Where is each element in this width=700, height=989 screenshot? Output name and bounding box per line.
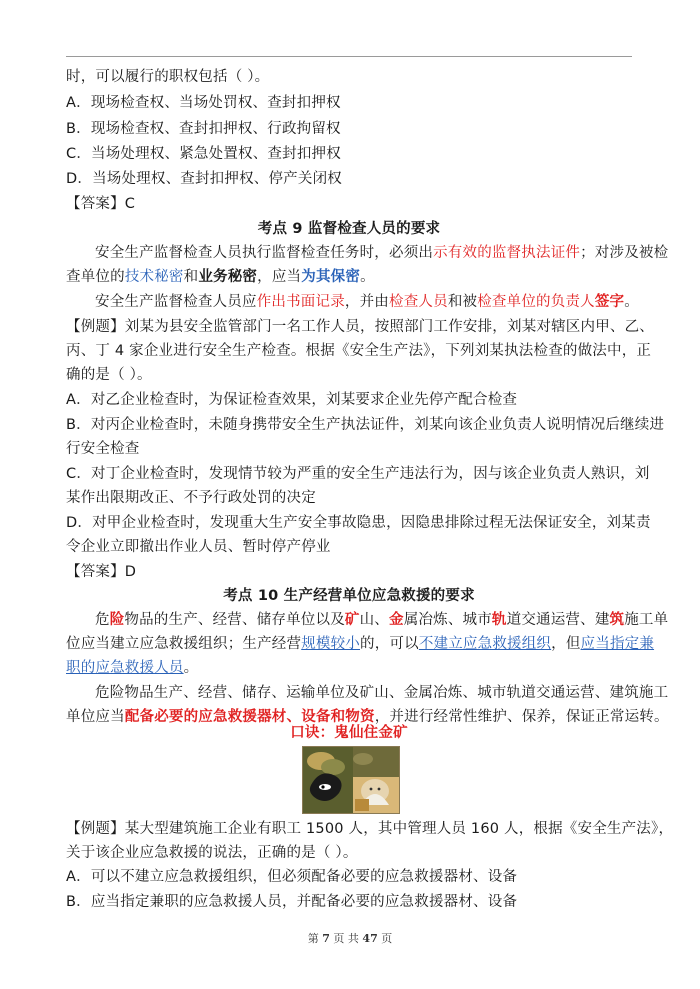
highlight-text: 规模较小 xyxy=(301,636,361,652)
paragraph-line: 危险物品生产、经营、储存、运输单位及矿山、金属冶炼、城市轨道交通运营、建筑施工 xyxy=(95,685,669,701)
paragraph-line: 安全生产监督检查人员执行监督检查任务时，必须出示有效的监督执法证件；对涉及被检 xyxy=(95,245,669,261)
page-footer: 第 7 页 共 47 页 xyxy=(307,932,393,945)
example-line: 【例题】某大型建筑施工企业有职工 1500 人，其中管理人员 160 人，根据《安全生产法》， xyxy=(66,821,674,837)
option-d: D．当场处理权、查封扣押权、停产关闭权 xyxy=(66,171,342,187)
example-line: 【例题】刘某为县安全监管部门一名工作人员，按照部门工作安排，刘某对辖区内甲、乙、 xyxy=(66,319,654,335)
highlight-text: 为其保密 xyxy=(301,269,361,285)
paragraph-line: 单位应当配备必要的应急救援器材、设备和物资，并进行经常性维护、保养，保证正常运转。 xyxy=(66,709,669,725)
highlight-text: 筑 xyxy=(609,612,625,628)
highlight-text: 检查人员 xyxy=(389,294,448,310)
option-b: B．对丙企业检查时，未随身携带安全生产执法证件，刘某向该企业负责人说明情况后继续进 xyxy=(66,417,665,433)
highlight-text: 轨 xyxy=(491,612,507,628)
option-b: B．应当指定兼职的应急救援人员，并配备必要的应急救援器材、设备 xyxy=(66,894,518,910)
option-c: C．对丁企业检查时，发现情节较为严重的安全生产违法行为，因与该企业负责人熟识，刘 xyxy=(66,466,650,482)
question-stem-tail: 时，可以履行的职权包括（ ）。 xyxy=(66,69,270,85)
highlight-text: 示有效的监督执法证件 xyxy=(433,245,581,261)
paragraph-line: 职的应急救援人员。 xyxy=(66,660,199,676)
highlight-text: 检查单位的负责人 xyxy=(477,294,595,310)
option-d-cont: 令企业立即撤出作业人员、暂时停产停业 xyxy=(66,539,331,555)
answer: 【答案】C xyxy=(66,196,136,212)
highlight-text: 配备必要的应急救援器材、设备和物资 xyxy=(124,709,375,725)
mnemonic: 口诀：鬼仙住金矿 xyxy=(290,725,408,741)
option-b-cont: 行安全检查 xyxy=(66,441,140,457)
option-d: D．对甲企业检查时，发现重大生产安全事故隐患，因隐患排除过程无法保证安全，刘某责 xyxy=(66,515,651,531)
highlight-text: 险 xyxy=(109,612,125,628)
option-b: B．现场检查权、查封扣押权、行政拘留权 xyxy=(66,121,341,137)
example-line: 确的是（ ）。 xyxy=(66,367,152,383)
highlight-text: 不建立应急救援组织 xyxy=(418,636,552,652)
highlight-text: 职的应急救援人员 xyxy=(66,660,184,676)
example-line: 丙、丁 4 家企业进行安全生产检查。根据《安全生产法》，下列刘某执法检查的做法中，正 xyxy=(66,343,652,359)
page-number: 7 xyxy=(322,932,330,945)
example-line: 关于该企业应急救援的说法，正确的是（ ）。 xyxy=(66,845,358,861)
paragraph-line: 位应当建立应急救援组织；生产经营规模较小的，可以不建立应急救援组织，但应当指定兼 xyxy=(66,636,655,652)
page-total: 47 xyxy=(362,932,378,945)
option-a: A．现场检查权、当场处罚权、查封扣押权 xyxy=(66,95,341,111)
option-c-cont: 某作出限期改正、不予行政处罚的决定 xyxy=(66,490,316,506)
section-title: 考点 10 生产经营单位应急救援的要求 xyxy=(223,588,475,604)
highlight-text: 矿 xyxy=(344,612,360,628)
option-c: C．当场处理权、紧急处置权、查封扣押权 xyxy=(66,146,341,162)
highlight-text: 作出书面记录 xyxy=(256,294,345,310)
section-title: 考点 9 监督检查人员的要求 xyxy=(257,221,441,237)
highlight-text: 金 xyxy=(389,612,404,628)
option-a: A．可以不建立应急救援组织，但必须配备必要的应急救援器材、设备 xyxy=(66,869,518,885)
highlight-text: 应当指定兼 xyxy=(580,636,655,652)
answer: 【答案】D xyxy=(66,564,137,580)
header-rule xyxy=(66,56,632,57)
highlight-text: 签字 xyxy=(594,294,625,310)
option-a: A．对乙企业检查时，为保证检查效果，刘某要求企业先停产配合检查 xyxy=(66,392,518,408)
paragraph-line: 查单位的技术秘密和业务秘密，应当为其保密。 xyxy=(66,269,375,285)
paragraph-line: 危险物品的生产、经营、储存单位以及矿山、金属冶炼、城市轨道交通运营、建筑施工单 xyxy=(95,612,669,628)
highlight-text: 技术秘密 xyxy=(124,269,184,285)
highlight-text: 业务秘密 xyxy=(198,269,258,285)
mnemonic-illustration xyxy=(302,746,400,814)
paragraph-line: 安全生产监督检查人员应作出书面记录，并由检查人员和被检查单位的负责人签字。 xyxy=(95,294,639,310)
